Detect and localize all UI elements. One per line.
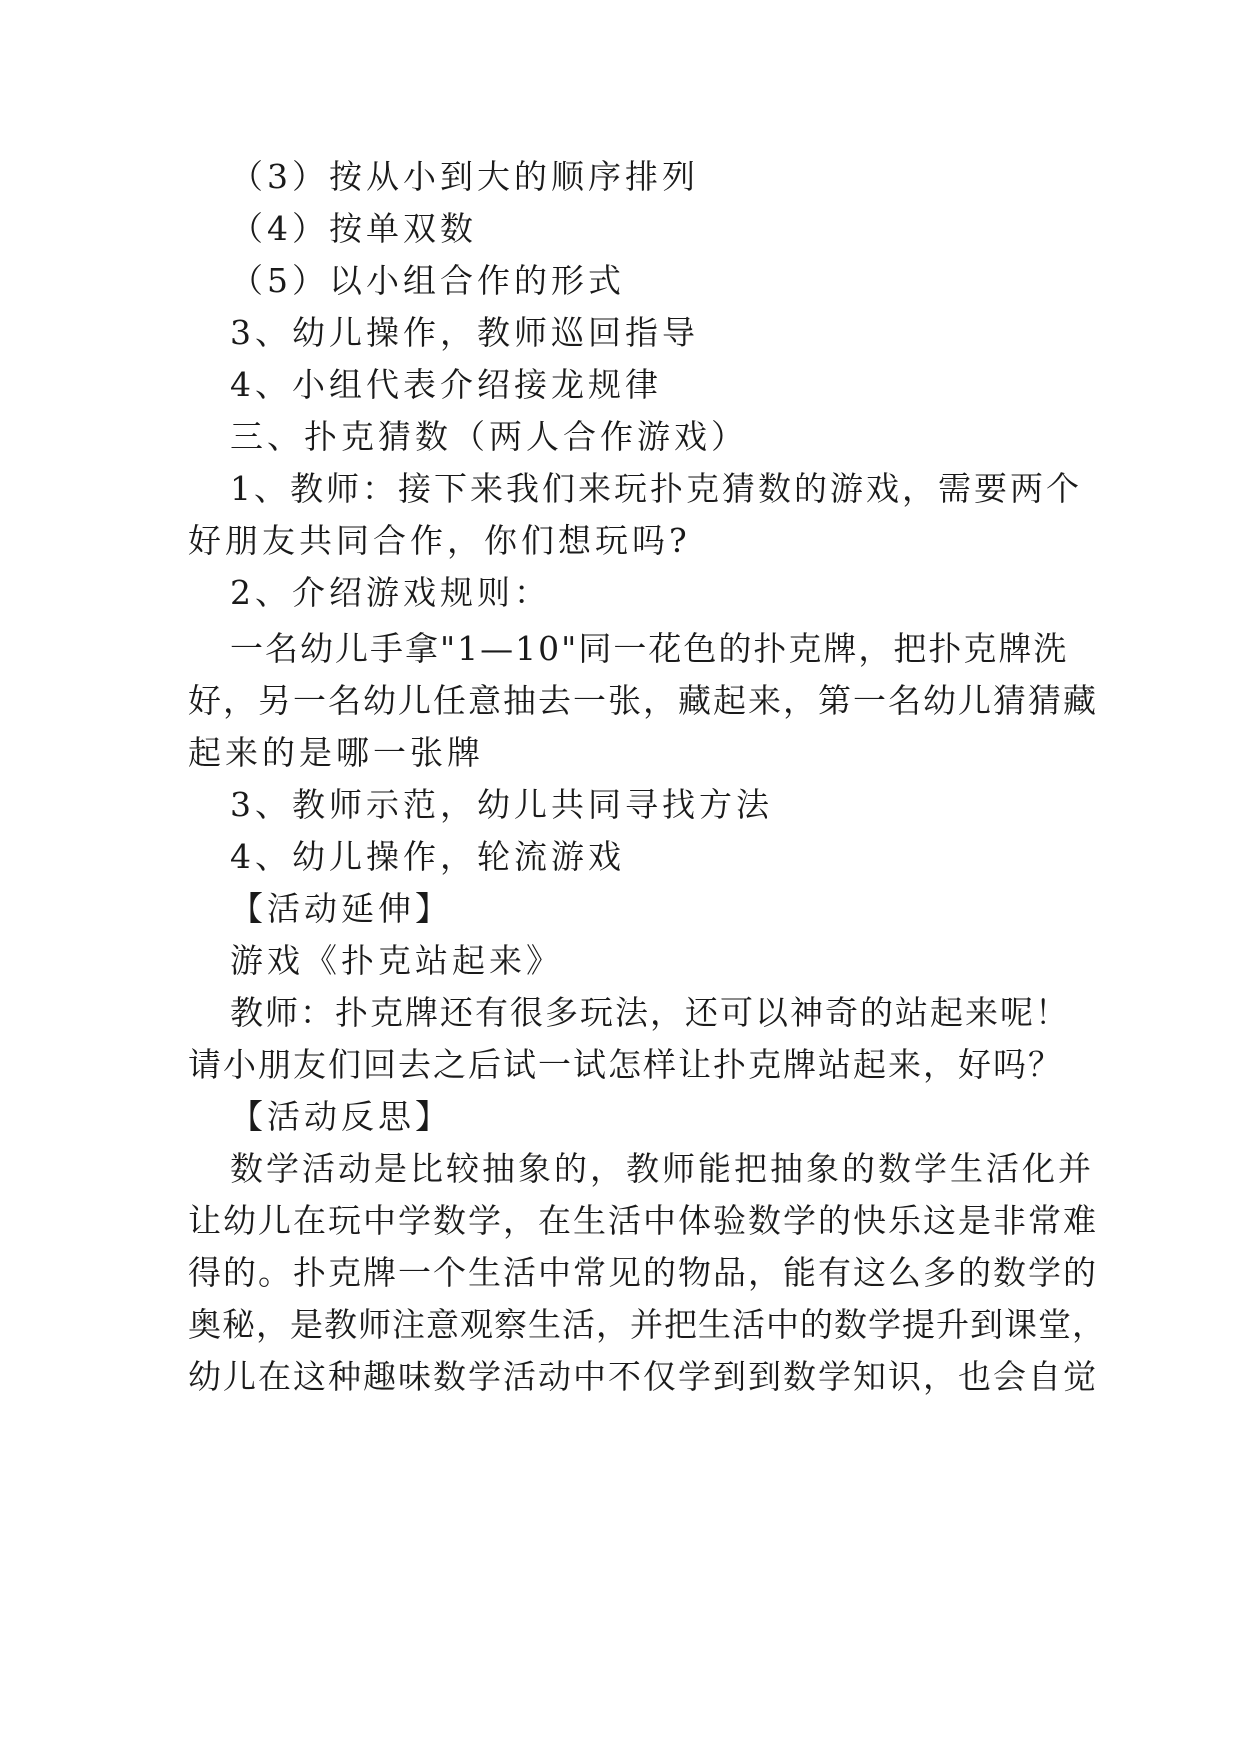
text-line: 奥秘，是教师注意观察生活，并把生活中的数学提升到课堂， bbox=[188, 1305, 1106, 1344]
text-line: 得的。扑克牌一个生活中常见的物品，能有这么多的数学的 bbox=[188, 1253, 1098, 1292]
text-line: 幼儿在这种趣味数学活动中不仅学到到数学知识，也会自觉 bbox=[188, 1357, 1098, 1396]
text-line: 三、扑克猜数（两人合作游戏） bbox=[230, 417, 748, 456]
text-line: 好朋友共同合作，你们想玩吗? bbox=[188, 521, 691, 560]
text-line: 请小朋友们回去之后试一试怎样让扑克牌站起来，好吗？ bbox=[188, 1045, 1063, 1084]
text-line: 3、教师示范，幼儿共同寻找方法 bbox=[230, 785, 773, 824]
text-line: 4、小组代表介绍接龙规律 bbox=[230, 365, 662, 404]
text-line: （4）按单双数 bbox=[230, 209, 477, 248]
text-line: 一名幼儿手拿"1—10"同一花色的扑克牌，把扑克牌洗 bbox=[230, 629, 1069, 668]
section-heading: 【活动反思】 bbox=[230, 1097, 452, 1136]
text-line: （5）以小组合作的形式 bbox=[230, 261, 625, 300]
text-line: 起来的是哪一张牌 bbox=[188, 733, 484, 772]
text-line: 2、介绍游戏规则： bbox=[230, 573, 551, 612]
text-line: 4、幼儿操作，轮流游戏 bbox=[230, 837, 625, 876]
text-line: 游戏《扑克站起来》 bbox=[230, 941, 563, 980]
text-line: 1、教师：接下来我们来玩扑克猜数的游戏，需要两个 bbox=[230, 469, 1082, 508]
text-line: 3、幼儿操作，教师巡回指导 bbox=[230, 313, 699, 352]
text-line: 教师：扑克牌还有很多玩法，还可以神奇的站起来呢！ bbox=[230, 993, 1070, 1032]
text-line: （3）按从小到大的顺序排列 bbox=[230, 157, 699, 196]
section-heading: 【活动延伸】 bbox=[230, 889, 452, 928]
text-line: 好，另一名幼儿任意抽去一张，藏起来，第一名幼儿猜猜藏 bbox=[188, 681, 1098, 720]
text-line: 让幼儿在玩中学数学，在生活中体验数学的快乐这是非常难 bbox=[188, 1201, 1098, 1240]
text-line: 数学活动是比较抽象的，教师能把抽象的数学生活化并 bbox=[230, 1149, 1094, 1188]
